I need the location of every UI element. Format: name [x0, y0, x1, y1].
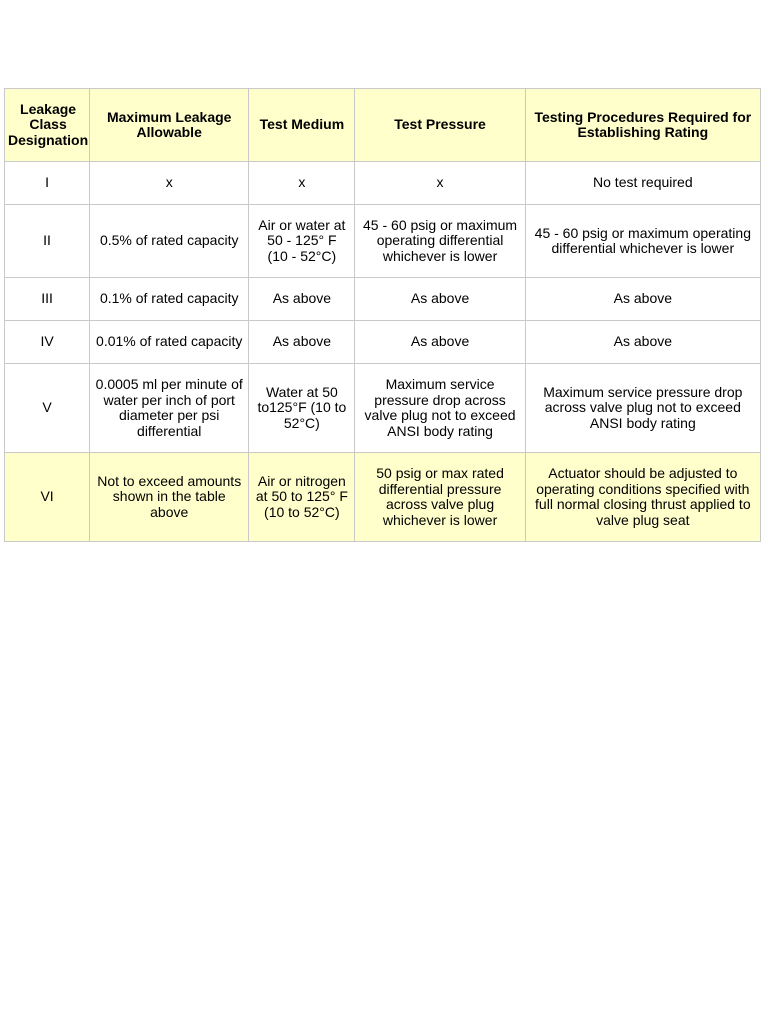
cell-leakage-class: III: [5, 278, 90, 321]
table-row: [5, 364, 761, 453]
cell-leakage-class: IV: [5, 321, 90, 364]
cell-test-pressure: Maximum service pressure drop across valve plug not to exceed ANSI body rating: [355, 364, 525, 453]
cell-maximum-leakage: 0.5% of rated capacity: [90, 205, 249, 278]
cell-maximum-leakage: 0.0005 ml per minute of water per inch of port diameter per psi differential: [90, 364, 249, 453]
table-row-highlighted: [5, 453, 761, 542]
cell-testing-procedure: No test required: [525, 162, 760, 205]
cell-leakage-class: II: [5, 205, 90, 278]
cell-leakage-class: I: [5, 162, 90, 205]
cell-leakage-class: V: [5, 364, 90, 453]
cell-maximum-leakage: 0.01% of rated capacity: [90, 321, 249, 364]
cell-testing-procedure: As above: [525, 321, 760, 364]
cell-test-medium: As above: [249, 321, 355, 364]
header-test-pressure: Test Pressure: [355, 89, 525, 162]
cell-test-medium: Air or water at 50 - 125° F (10 - 52°C): [249, 205, 355, 278]
cell-maximum-leakage: 0.1% of rated capacity: [90, 278, 249, 321]
cell-leakage-class: VI: [5, 453, 90, 542]
cell-test-pressure: x: [355, 162, 525, 205]
header-leakage-class: Leakage Class Designation: [5, 89, 90, 162]
cell-maximum-leakage: Not to exceed amounts shown in the table above: [90, 453, 249, 542]
header-maximum-leakage: Maximum Leakage Allowable: [90, 89, 249, 162]
cell-test-pressure: As above: [355, 278, 525, 321]
cell-test-medium: As above: [249, 278, 355, 321]
cell-test-pressure: 45 - 60 psig or maximum operating differential whichever is lower: [355, 205, 525, 278]
cell-maximum-leakage: x: [90, 162, 249, 205]
cell-test-medium: Air or nitrogen at 50 to 125° F (10 to 52°C): [249, 453, 355, 542]
cell-test-pressure: As above: [355, 321, 525, 364]
table-row: [5, 321, 761, 364]
cell-test-medium: x: [249, 162, 355, 205]
table-header-row: [5, 89, 761, 162]
table-row: [5, 205, 761, 278]
cell-test-medium: Water at 50 to125°F (10 to 52°C): [249, 364, 355, 453]
cell-testing-procedure: 45 - 60 psig or maximum operating differential whichever is lower: [525, 205, 760, 278]
cell-testing-procedure: Maximum service pressure drop across valve plug not to exceed ANSI body rating: [525, 364, 760, 453]
cell-testing-procedure: Actuator should be adjusted to operating conditions specified with full normal closing thrust applied to valve plug seat: [525, 453, 760, 542]
cell-test-pressure: 50 psig or max rated differential pressure across valve plug whichever is lower: [355, 453, 525, 542]
leakage-class-table: [4, 88, 761, 542]
cell-testing-procedure: As above: [525, 278, 760, 321]
header-testing-procedures: Testing Procedures Required for Establishing Rating: [525, 89, 760, 162]
header-test-medium: Test Medium: [249, 89, 355, 162]
table-row: [5, 162, 761, 205]
table-row: [5, 278, 761, 321]
